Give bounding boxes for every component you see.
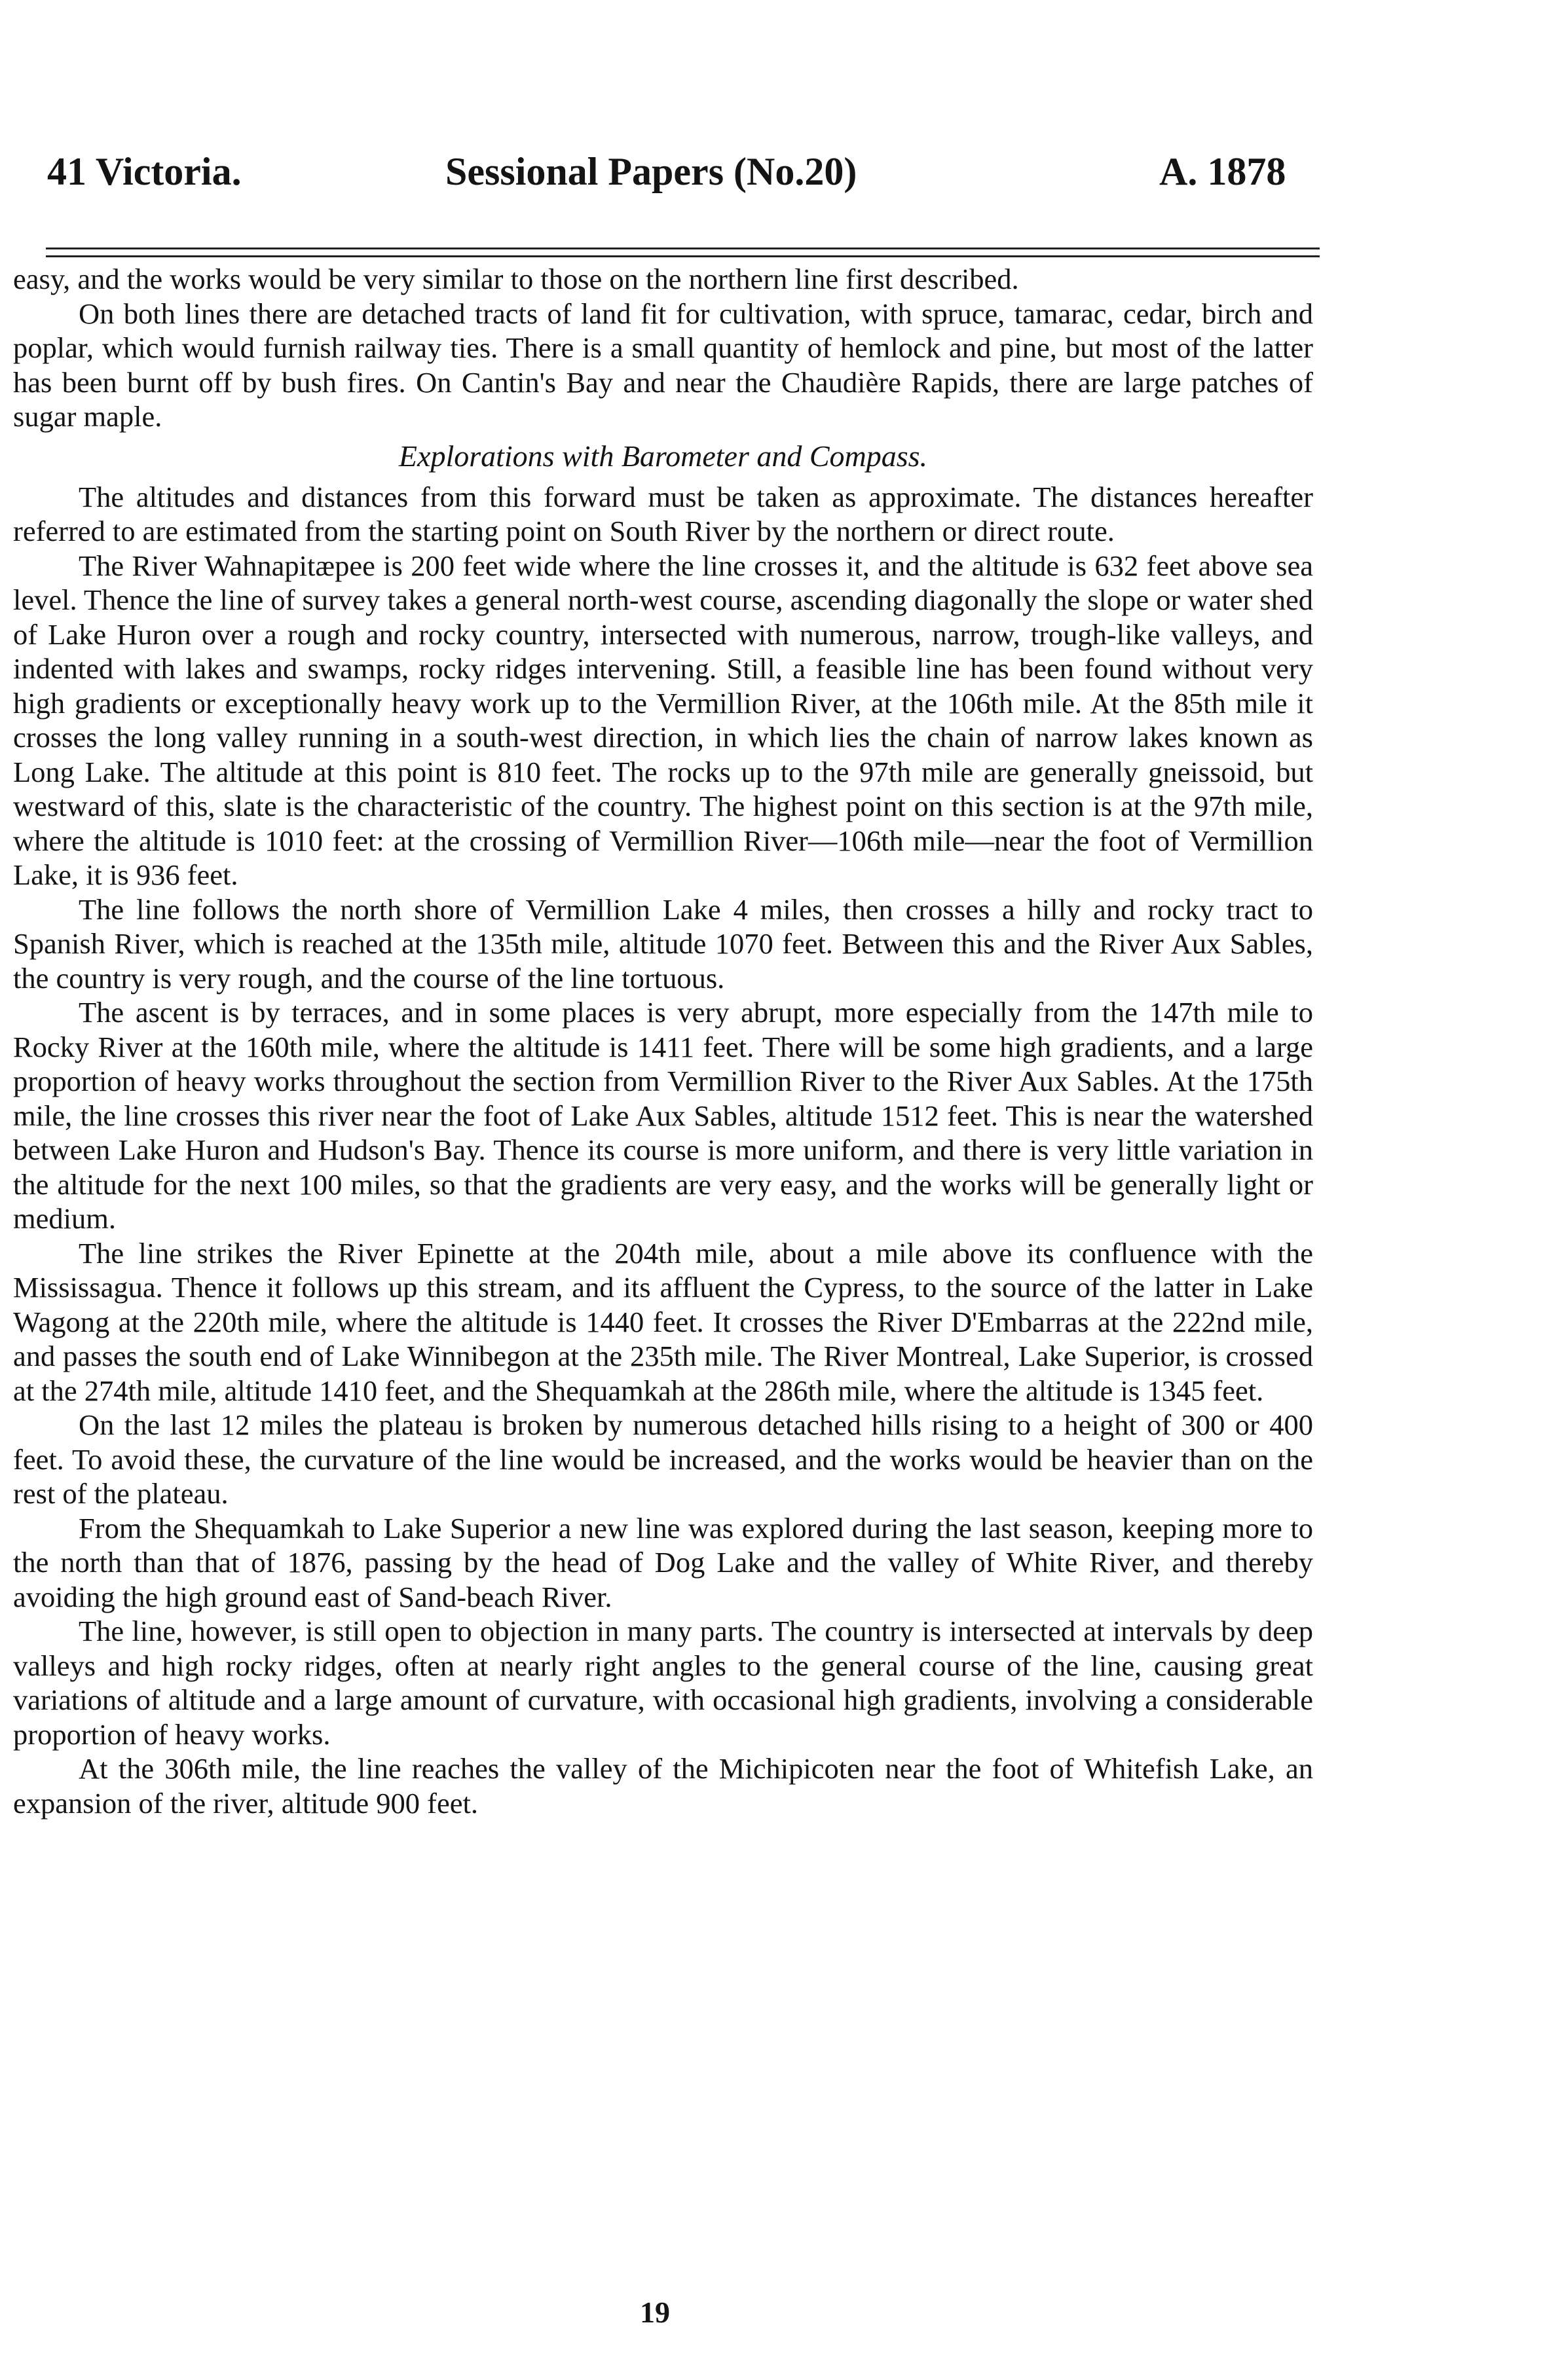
header-title: Sessional Papers (No.20)	[445, 150, 857, 193]
header-volume: 41 Victoria.	[47, 150, 242, 193]
paragraph: From the Shequamkah to Lake Superior a new line was explored during the last season, keeping more to the north than that of 1876, passing by the head of Dog Lake and the valley of White River, and thereby avoiding the high ground east of Sand-beach River.	[13, 1511, 1313, 1613]
paragraph: The line strikes the River Epinette at the 204th mile, about a mile above its confluence with the Mississagua. Thence it follows up this stream, and its affluent the Cypress, to the source of the latter in Lake Wagong at the 220th mile, where the altitude is 1440 feet. It crosses the River D'Embarras at the 222nd mile, and passes the south end of Lake Winnibegon at the 235th mile. The River Montreal, Lake Superior, is crossed at the 274th mile, altitude 1410 feet, and the Shequamkah at the 286th mile, where the altitude is 1345 feet.	[13, 1236, 1313, 1407]
header-year: A. 1878	[1159, 150, 1286, 193]
paragraph: The line, however, is still open to objection in many parts. The country is intersected at intervals by deep valleys and high rocky ridges, often at nearly right angles to the general course of the line, causing great variations of altitude and a large amount of curvature, with occasional high gradients, involving a considerable proportion of heavy works.	[13, 1615, 1313, 1751]
page-number: 19	[640, 2296, 670, 2329]
paragraph: At the 306th mile, the line reaches the valley of the Michipicoten near the foot of Whitefish Lake, an expansion of the river, altitude 900 feet.	[13, 1752, 1313, 1820]
body-text	[13, 262, 1313, 1820]
header-rule-bottom	[46, 255, 1320, 257]
paragraph: The ascent is by terraces, and in some places is very abrupt, more especially from the 147th mile to Rocky River at the 160th mile, where the altitude is 1411 feet. There will be some high gradients, and a large proportion of heavy works throughout the section from Vermillion River to the River Aux Sables. At the 175th mile, the line crosses this river near the foot of Lake Aux Sables, altitude 1512 feet. This is near the watershed between Lake Huron and Hudson's Bay. Thence its course is more uniform, and there is very little variation in the altitude for the next 100 miles, so that the gradients are very easy, and the works will be generally light or medium.	[13, 996, 1313, 1235]
running-header	[39, 149, 1323, 208]
paragraph: easy, and the works would be very similar to those on the northern line first described.	[13, 263, 1019, 295]
section-heading: Explorations with Barometer and Compass.	[398, 439, 928, 473]
paragraph: On both lines there are detached tracts of land fit for cultivation, with spruce, tamarac, cedar, birch and poplar, which would furnish railway ties. There is a small quantity of hemlock and pine, but most of the latter has been burnt off by bush fires. On Cantin's Bay and near the Chaudière Rapids, there are large patches of sugar maple.	[13, 297, 1313, 433]
paragraph: The line follows the north shore of Vermillion Lake 4 miles, then crosses a hilly and rocky tract to Spanish River, which is reached at the 135th mile, altitude 1070 feet. Between this and the River Aux Sables, the country is very rough, and the course of the line tortuous.	[13, 892, 1313, 995]
header-rule-top	[46, 247, 1320, 249]
paragraph: On the last 12 miles the plateau is broken by numerous detached hills rising to a height of 300 or 400 feet. To avoid these, the curvature of the line would be increased, and the works would be heavier than on the rest of the plateau.	[13, 1408, 1313, 1510]
paragraph: The altitudes and distances from this forward must be taken as approximate. The distances hereafter referred to are estimated from the starting point on South River by the northern or direct route.	[13, 480, 1313, 547]
paragraph: The River Wahnapitæpee is 200 feet wide where the line crosses it, and the altitude is 632 feet above sea level. Thence the line of survey takes a general north-west course, ascending diagonally the slope or water shed of Lake Huron over a rough and rocky country, intersected with numerous, narrow, trough-like valleys, and indented with lakes and swamps, rocky ridges intervening. Still, a feasible line has been found without very high gradients or exceptionally heavy work up to the Vermillion River, at the 106th mile. At the 85th mile it crosses the long valley running in a south-west direction, in which lies the chain of narrow lakes known as Long Lake. The altitude at this point is 810 feet. The rocks up to the 97th mile are generally gneissoid, but westward of this, slate is the characteristic of the country. The highest point on this section is at the 97th mile, where the altitude is 1010 feet: at the crossing of Vermillion River—106th mile—near the foot of Vermillion Lake, it is 936 feet.	[13, 549, 1313, 891]
